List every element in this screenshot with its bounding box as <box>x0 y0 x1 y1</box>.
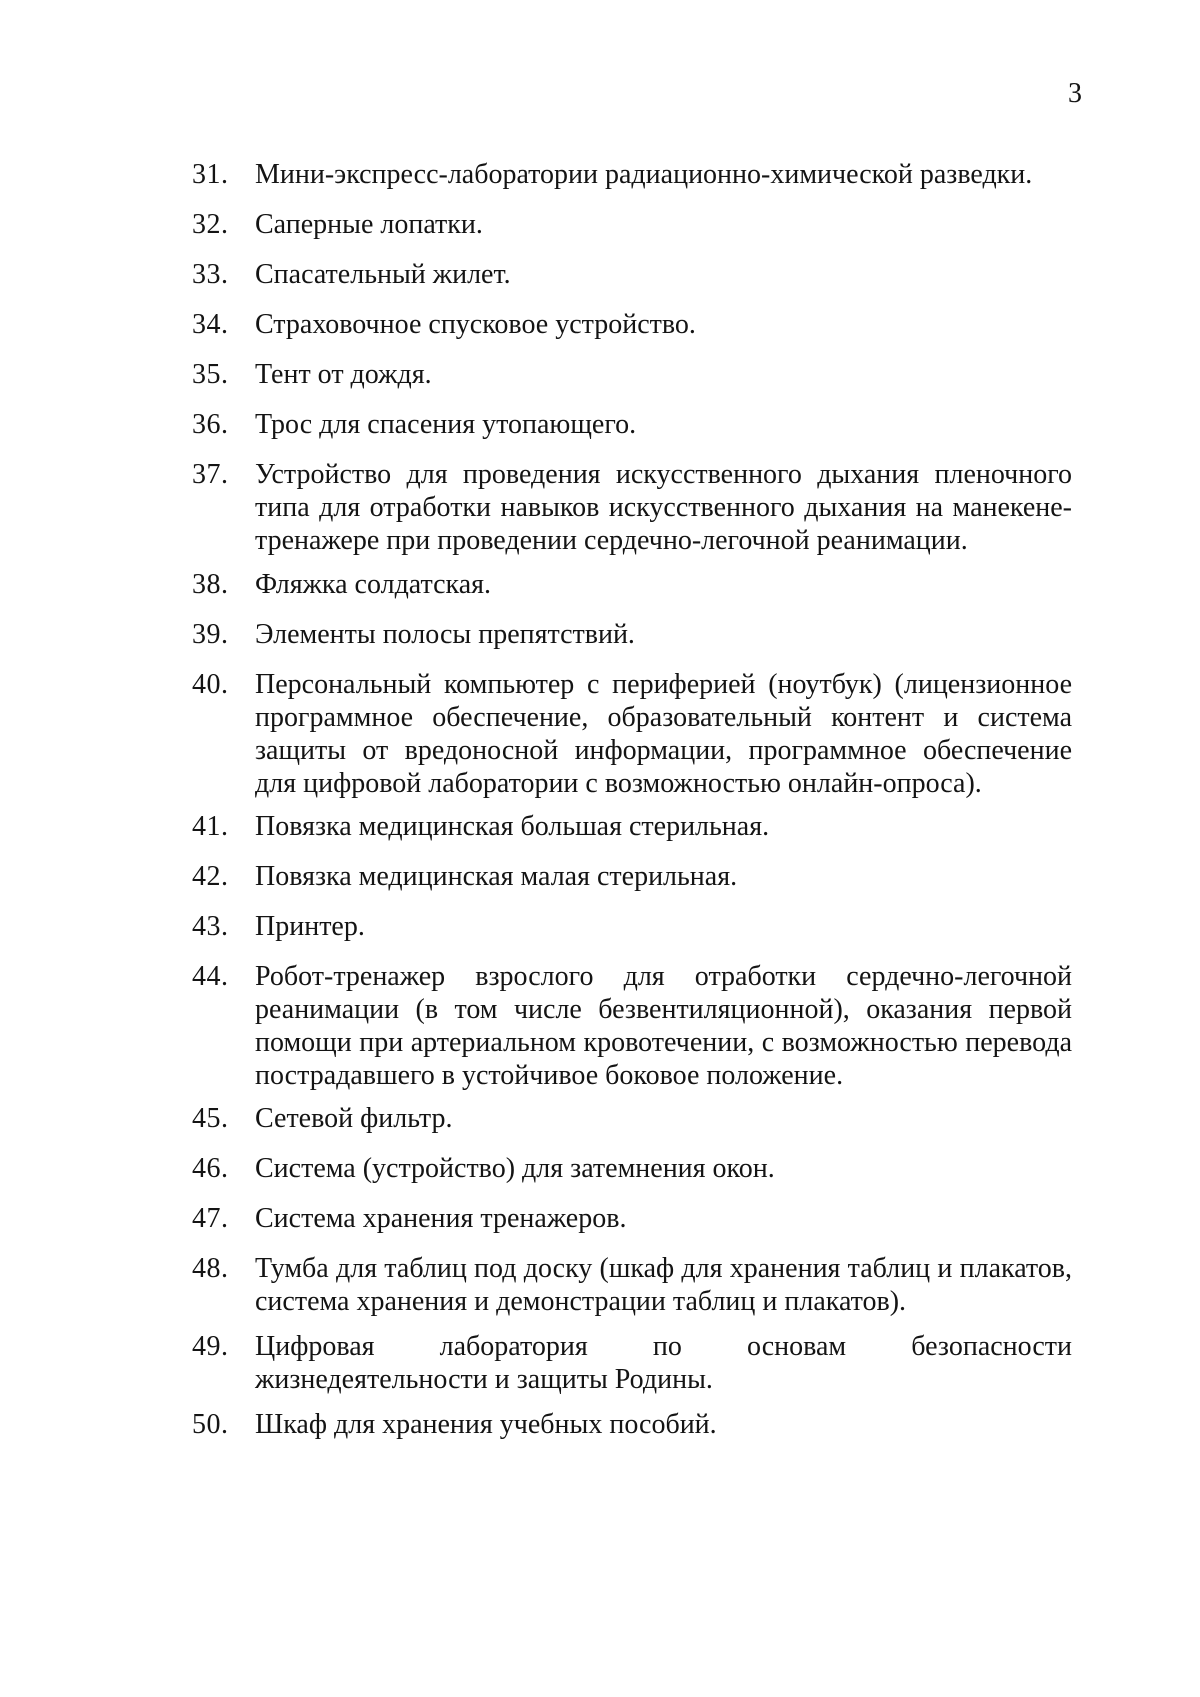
item-text: Тент от дождя. <box>255 359 432 390</box>
item-text: Сетевой фильтр. <box>255 1103 453 1134</box>
item-text: Фляжка солдатская. <box>255 569 492 600</box>
item-number: 35. <box>192 359 229 390</box>
item-number: 40. <box>192 669 229 700</box>
item-number: 37. <box>192 459 229 490</box>
item-text: Мини-экспресс-лаборатории радиационно-химической разведки. <box>255 159 1033 190</box>
item-number: 33. <box>192 259 229 290</box>
item-number: 44. <box>192 961 229 992</box>
item-number: 50. <box>192 1409 229 1440</box>
item-text: Шкаф для хранения учебных пособий. <box>255 1409 717 1440</box>
item-text: Трос для спасения утопающего. <box>255 409 637 440</box>
item-number: 41. <box>192 811 229 842</box>
item-text: Тумба для таблиц под доску (шкаф для хранения таблиц и плакатов, система хранения и демонстрации таблиц и плакатов). <box>255 1253 1072 1317</box>
item-text: Устройство для проведения искусственного дыхания пленочного типа для отработки навыков искусственного дыхания на манекене-тренажере при проведении сердечно-легочной реанимации. <box>255 459 1072 556</box>
page-number: 3 <box>1068 78 1082 109</box>
item-text: Принтер. <box>255 911 365 942</box>
item-text: Повязка медицинская большая стерильная. <box>255 811 770 842</box>
item-number: 48. <box>192 1253 229 1284</box>
item-number: 45. <box>192 1103 229 1134</box>
item-number: 43. <box>192 911 229 942</box>
item-text: Система (устройство) для затемнения окон. <box>255 1153 775 1184</box>
item-text: Спасательный жилет. <box>255 259 511 290</box>
item-number: 32. <box>192 209 229 240</box>
item-text: Страховочное спусковое устройство. <box>255 309 696 340</box>
item-number: 39. <box>192 619 229 650</box>
item-text: Саперные лопатки. <box>255 209 483 240</box>
item-number: 46. <box>192 1153 229 1184</box>
item-number: 49. <box>192 1331 229 1362</box>
item-number: 42. <box>192 861 229 892</box>
item-number: 34. <box>192 309 229 340</box>
item-number: 38. <box>192 569 229 600</box>
item-text: Цифровая лаборатория по основам безопасности жизнедеятельности и защиты Родины. <box>255 1331 1072 1395</box>
item-text: Персональный компьютер с периферией (ноутбук) (лицензионное программное обеспечение, образовательный контент и система защиты от вредоносной информации, программное обеспечение для цифровой лаборатории с возможностью онлайн-опроса). <box>255 669 1072 799</box>
item-text: Робот-тренажер взрослого для отработки сердечно-легочной реанимации (в том числе безвентиляционной), оказания первой помощи при артериальном кровотечении, с возможностью перевода пострадавшего в устойчивое боковое положение. <box>255 961 1072 1091</box>
item-text: Система хранения тренажеров. <box>255 1203 627 1234</box>
item-number: 36. <box>192 409 229 440</box>
item-text: Повязка медицинская малая стерильная. <box>255 861 738 892</box>
item-number: 47. <box>192 1203 229 1234</box>
item-number: 31. <box>192 159 229 190</box>
item-text: Элементы полосы препятствий. <box>255 619 635 650</box>
